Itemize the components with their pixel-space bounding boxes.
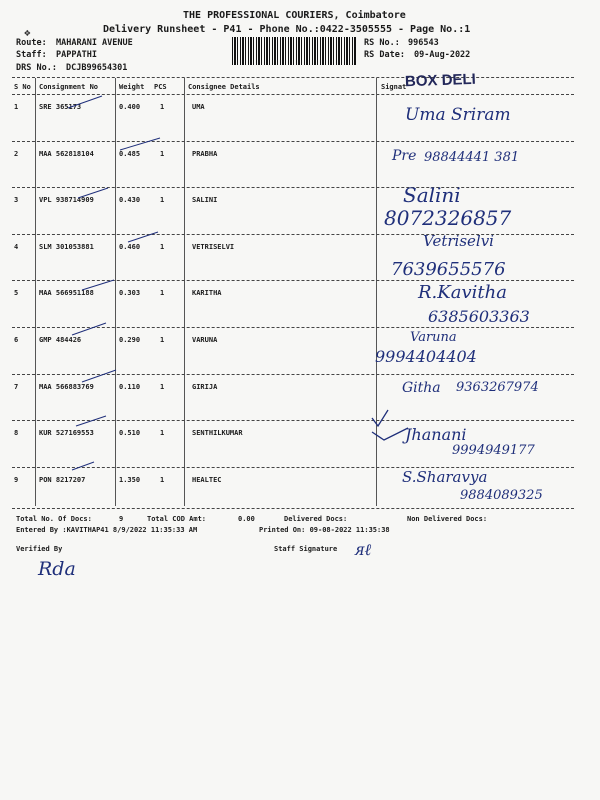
- row-weight: 0.400: [119, 103, 141, 111]
- strike-row-7: [82, 370, 116, 382]
- row-handwritten-name: S.Sharavya: [402, 468, 488, 486]
- printed-on: Printed On: 09-08-2022 11:35:38: [259, 526, 390, 534]
- cod-label: Total COD Amt:: [147, 515, 207, 523]
- row-consignee: SALINI: [192, 196, 218, 205]
- row-weight: 1.350: [119, 475, 141, 484]
- row-handwritten-name: Salini: [403, 183, 461, 207]
- staff-label: Staff:: [16, 50, 47, 60]
- delivery-stamp: BOX DELI: [404, 70, 477, 91]
- row-consignment-no: SLM 301053881: [39, 242, 94, 251]
- row-handwritten-phone: 9994949177: [452, 443, 535, 458]
- rs-no-value: 996543: [408, 38, 439, 48]
- strike-row-4: [128, 232, 158, 242]
- row-consignee: HEALTEC: [192, 475, 222, 484]
- strike-row-6: [72, 323, 106, 335]
- col-header-consignment: Consignment No: [39, 83, 99, 91]
- delivered-docs-label: Delivered Docs:: [284, 515, 348, 523]
- staff-signature-mark: ᴙℓ: [355, 540, 372, 559]
- row-handwritten-phone: 7639655576: [391, 259, 506, 280]
- row-sno: 3: [14, 196, 19, 205]
- route-value: MAHARANI AVENUE: [56, 38, 133, 48]
- row-handwritten-name: Pre: [392, 148, 417, 164]
- row-handwritten-phone: 98844441 381: [424, 150, 520, 165]
- row-handwritten-phone: 6385603363: [428, 307, 530, 326]
- row-handwritten-name: Varuna: [410, 330, 457, 345]
- runsheet-subtitle: Delivery Runsheet - P41 - Phone No.:0422-3505555 - Page No.:1: [103, 24, 471, 35]
- route-label: Route:: [16, 38, 47, 48]
- drs-value: DCJB99654301: [66, 63, 128, 73]
- row-consignment-no: KUR 527169553: [39, 429, 94, 438]
- row-handwritten-phone: 9994404404: [375, 347, 477, 366]
- total-docs-value: 9: [119, 515, 124, 523]
- row-consignment-no: SRE 365173: [39, 103, 82, 111]
- row-consignee: KARITHA: [192, 289, 222, 298]
- row-handwritten-name: Githa: [402, 380, 441, 396]
- row-consignee: VARUNA: [192, 336, 218, 344]
- row-consignment-no: MAA 566951188: [39, 289, 94, 298]
- checkmark-1: [372, 410, 388, 426]
- row-consignment-no: VPL 938714909: [39, 196, 94, 205]
- row-sno: 5: [14, 289, 19, 298]
- row-pcs: 1: [160, 336, 165, 344]
- row-sno: 7: [14, 382, 19, 391]
- row-weight: 0.110: [119, 382, 141, 391]
- row-sno: 9: [14, 475, 19, 484]
- row-handwritten-phone: 9363267974: [456, 380, 539, 395]
- row-sno: 1: [14, 103, 19, 111]
- strike-row-2: [120, 138, 160, 150]
- row-weight: 0.510: [119, 429, 141, 438]
- checkmark-2: [372, 428, 408, 440]
- row-pcs: 1: [160, 475, 165, 484]
- col-header-consignee: Consignee Details: [188, 83, 260, 91]
- row-handwritten-name: Uma Sriram: [405, 105, 511, 125]
- col-header-weight: Weight: [119, 83, 145, 91]
- col-header-signature: Signat: [381, 83, 407, 91]
- row-consignment-no: MAA 562818104: [39, 149, 94, 158]
- col-header-pcs: PCS: [154, 83, 167, 91]
- row-sno: 8: [14, 429, 19, 438]
- row-sno: 6: [14, 336, 19, 344]
- rs-date-label: RS Date:: [364, 50, 405, 60]
- row-weight: 0.290: [119, 336, 141, 344]
- row-consignee: PRABHA: [192, 149, 218, 158]
- row-weight: 0.460: [119, 242, 141, 251]
- strike-row-3: [78, 188, 108, 198]
- row-consignee: GIRIJA: [192, 382, 218, 391]
- row-handwritten-name: R.Kavitha: [418, 282, 507, 303]
- rs-date-value: 09-Aug-2022: [414, 50, 471, 60]
- row-pcs: 1: [160, 382, 165, 391]
- row-handwritten-name: Jhanani: [405, 425, 467, 444]
- row-consignee: SENTHILKUMAR: [192, 429, 243, 438]
- row-pcs: 1: [160, 103, 165, 111]
- company-title: THE PROFESSIONAL COURIERS, Coimbatore: [183, 10, 406, 21]
- row-weight: 0.303: [119, 289, 141, 298]
- row-weight: 0.430: [119, 196, 141, 205]
- staff-value: PAPPATHI: [56, 50, 97, 60]
- row-consignment-no: PON 8217207: [39, 475, 86, 484]
- row-consignee: UMA: [192, 103, 205, 111]
- verified-by-label: Verified By: [16, 545, 63, 553]
- row-sno: 4: [14, 242, 19, 251]
- non-delivered-docs-label: Non Delivered Docs:: [407, 515, 488, 523]
- col-header-sno: S No: [14, 83, 31, 91]
- row-handwritten-phone: 9884089325: [460, 488, 543, 503]
- row-pcs: 1: [160, 242, 165, 251]
- row-pcs: 1: [160, 149, 165, 158]
- total-docs-label: Total No. Of Docs:: [16, 515, 92, 523]
- row-sno: 2: [14, 149, 19, 158]
- strike-row-5: [82, 280, 114, 290]
- strike-row-9: [72, 462, 94, 470]
- entered-by: Entered By :KAVITHAP41 8/9/2022 11:35:33 AM: [16, 526, 198, 534]
- row-pcs: 1: [160, 289, 165, 298]
- drs-label: DRS No.:: [16, 63, 57, 73]
- staff-signature-label: Staff Signature: [274, 545, 338, 553]
- cod-value: 0.00: [238, 515, 255, 523]
- row-consignment-no: MAA 566883769: [39, 382, 94, 391]
- rs-no-label: RS No.:: [364, 38, 400, 48]
- strike-row-1: [68, 96, 102, 108]
- row-consignment-no: GMP 484426: [39, 336, 82, 344]
- row-consignee: VETRISELVI: [192, 242, 235, 251]
- row-handwritten-name: Vetriselvi: [423, 232, 494, 250]
- row-handwritten-phone: 8072326857: [384, 206, 512, 230]
- row-pcs: 1: [160, 196, 165, 205]
- verified-signature: Rda: [38, 558, 76, 580]
- logo-icon: ❖: [24, 26, 31, 39]
- row-pcs: 1: [160, 429, 165, 438]
- strike-row-8: [76, 416, 106, 426]
- row-weight: 0.485: [119, 149, 141, 158]
